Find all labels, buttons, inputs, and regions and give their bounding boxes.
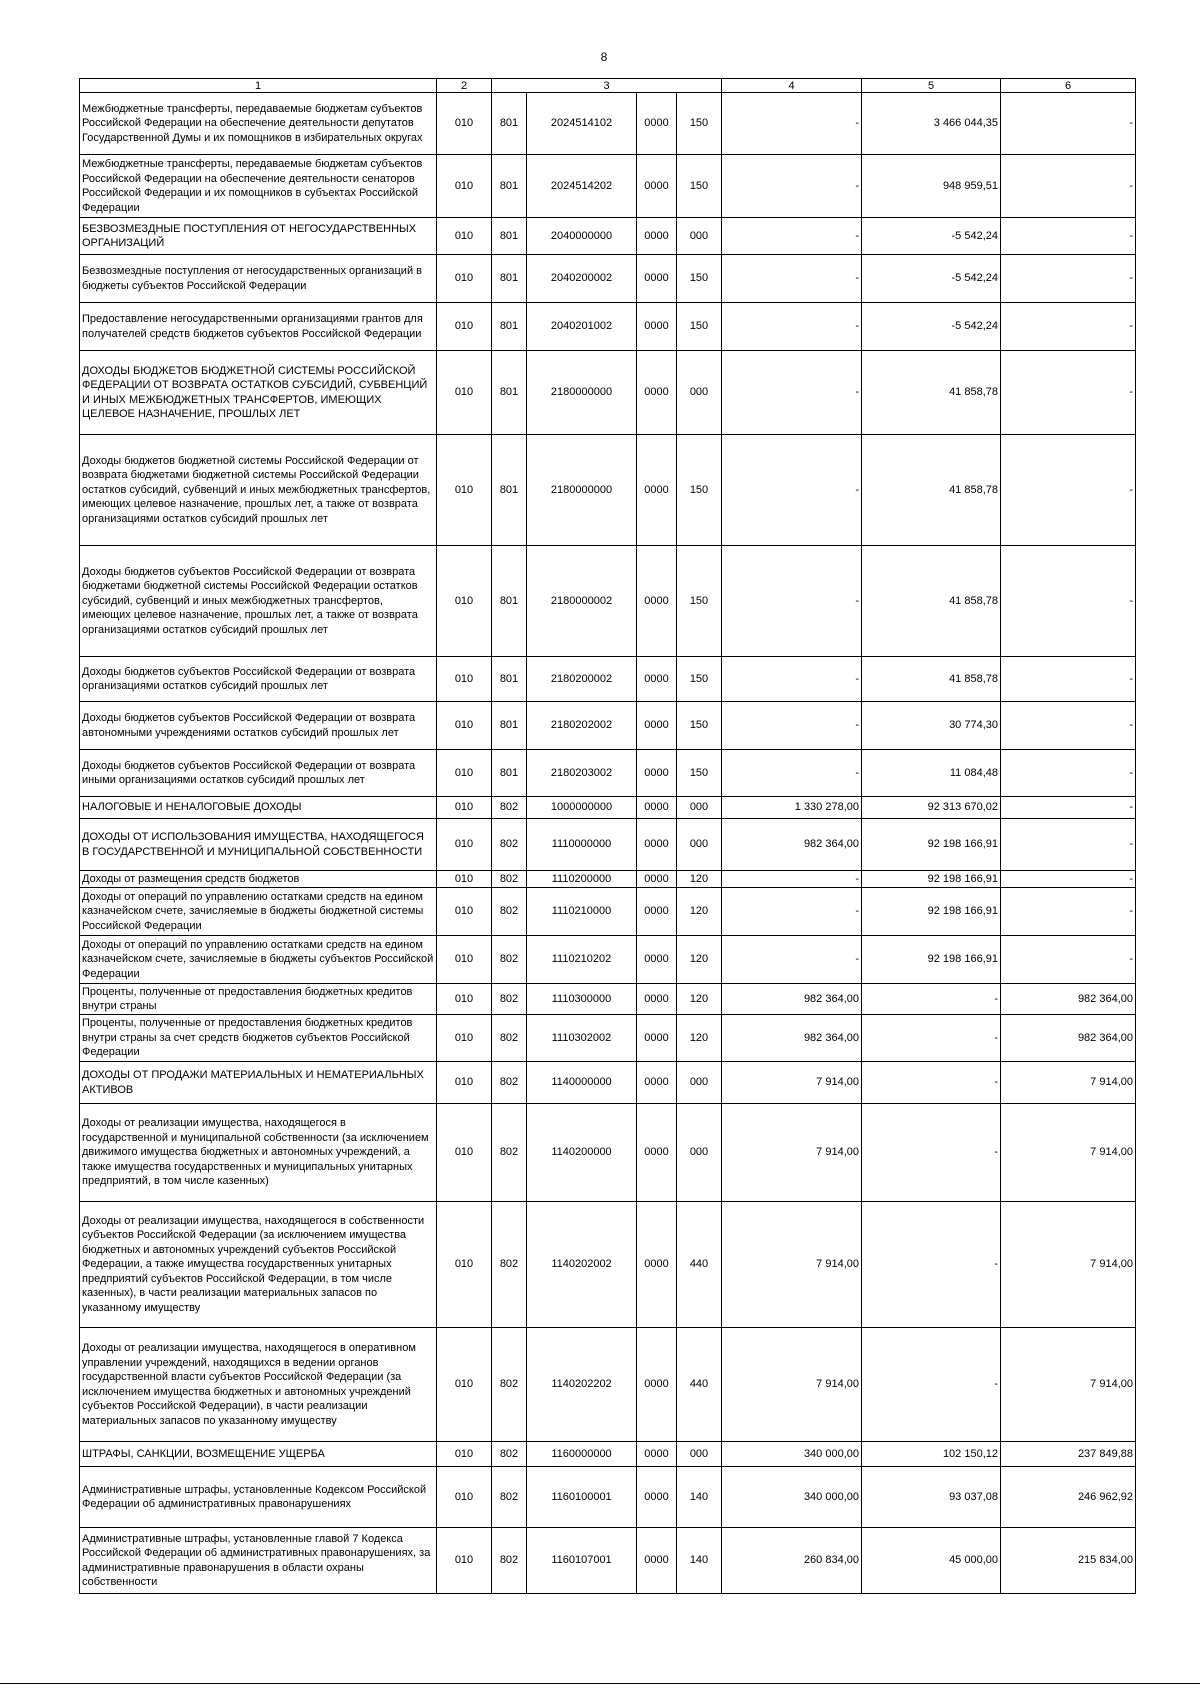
unexecuted-amount-cell: - [1001, 351, 1136, 435]
code-sub-cell: 0000 [637, 351, 677, 435]
unexecuted-amount-cell: 237 849,88 [1001, 1442, 1136, 1467]
row-name-cell: Доходы от реализации имущества, находящегося в государственной и муниципальной собственности (за исключением движимого имущества бюджетных и автономных учреждений, а также имущества государственных и муниципальных унитарных предприятий, в том числе казенных) [80, 1104, 437, 1202]
row-name-cell: Проценты, полученные от предоставления бюджетных кредитов внутри страны [80, 984, 437, 1015]
approved-amount-cell: - [722, 93, 862, 155]
approved-amount-cell: - [722, 255, 862, 303]
table-row [80, 750, 1136, 797]
approved-amount-cell: - [722, 351, 862, 435]
row-name-cell: Доходы от операций по управлению остатками средств на едином казначейском счете, зачисляемые в бюджеты субъектов Российской Федерации [80, 936, 437, 984]
approved-amount-cell: - [722, 657, 862, 702]
approved-amount-cell: 7 914,00 [722, 1062, 862, 1104]
unexecuted-amount-cell: - [1001, 819, 1136, 871]
executed-amount-cell: 92 198 166,91 [862, 888, 1001, 936]
code-main-cell: 1110300000 [527, 984, 637, 1015]
code-sub-cell: 0000 [637, 871, 677, 888]
approved-amount-cell: - [722, 888, 862, 936]
executed-amount-cell: -5 542,24 [862, 255, 1001, 303]
approved-amount-cell: - [722, 218, 862, 255]
code-kind-cell: 440 [677, 1202, 722, 1328]
row-name-cell: Административные штрафы, установленные Кодексом Российской Федерации об административных правонарушениях [80, 1467, 437, 1528]
table-row [80, 303, 1136, 351]
row-name-cell: Доходы бюджетов бюджетной системы Российской Федерации от возврата бюджетами бюджетной системы Российской Федерации остатков субсидий, субвенций и иных межбюджетных трансфертов, имеющих целевое назначение, прошлых лет, а также от возврата организациями остатков субсидий прошлых лет [80, 435, 437, 546]
code-sub-cell: 0000 [637, 750, 677, 797]
approved-amount-cell: - [722, 155, 862, 218]
row-name-cell: Безвозмездные поступления от негосударственных организаций в бюджеты субъектов Российской Федерации [80, 255, 437, 303]
code-kind-cell: 120 [677, 936, 722, 984]
executed-amount-cell: 102 150,12 [862, 1442, 1001, 1467]
code-admin-cell: 801 [492, 255, 527, 303]
row-name-cell: ДОХОДЫ ОТ ИСПОЛЬЗОВАНИЯ ИМУЩЕСТВА, НАХОДЯЩЕГОСЯ В ГОСУДАРСТВЕННОЙ И МУНИЦИПАЛЬНОЙ СОБСТВЕННОСТИ [80, 819, 437, 871]
code-sub-cell: 0000 [637, 1202, 677, 1328]
code-admin-cell: 802 [492, 1202, 527, 1328]
code-admin-cell: 801 [492, 218, 527, 255]
code-sub-cell: 0000 [637, 1015, 677, 1062]
approved-amount-cell: 1 330 278,00 [722, 797, 862, 819]
unexecuted-amount-cell: - [1001, 871, 1136, 888]
table-row [80, 1328, 1136, 1442]
code-sub-cell: 0000 [637, 702, 677, 750]
code-sub-cell: 0000 [637, 435, 677, 546]
code-main-cell: 2024514102 [527, 93, 637, 155]
table-row [80, 1202, 1136, 1328]
approved-amount-cell: - [722, 546, 862, 657]
table-row [80, 871, 1136, 888]
table-row [80, 1467, 1136, 1528]
executed-amount-cell: - [862, 1202, 1001, 1328]
row-name-cell: Предоставление негосударственными организациями грантов для получателей средств бюджетов субъектов Российской Федерации [80, 303, 437, 351]
code-kind-cell: 150 [677, 93, 722, 155]
table-row [80, 984, 1136, 1015]
unexecuted-amount-cell: - [1001, 218, 1136, 255]
code-sub-cell: 0000 [637, 1442, 677, 1467]
executed-amount-cell: -5 542,24 [862, 303, 1001, 351]
unexecuted-amount-cell: 7 914,00 [1001, 1062, 1136, 1104]
executed-amount-cell: 30 774,30 [862, 702, 1001, 750]
code-admin-cell: 801 [492, 435, 527, 546]
unexecuted-amount-cell: - [1001, 702, 1136, 750]
page-number: 8 [600, 50, 608, 64]
executed-amount-cell: 93 037,08 [862, 1467, 1001, 1528]
code-admin-cell: 802 [492, 1062, 527, 1104]
code-main-cell: 2024514202 [527, 155, 637, 218]
column-header: 3 [492, 79, 722, 93]
line-code-cell: 010 [437, 546, 492, 657]
code-main-cell: 2040201002 [527, 303, 637, 351]
table-row [80, 797, 1136, 819]
code-sub-cell: 0000 [637, 1062, 677, 1104]
code-admin-cell: 801 [492, 303, 527, 351]
code-main-cell: 1110302002 [527, 1015, 637, 1062]
unexecuted-amount-cell: - [1001, 155, 1136, 218]
code-admin-cell: 801 [492, 155, 527, 218]
executed-amount-cell: 41 858,78 [862, 546, 1001, 657]
code-admin-cell: 801 [492, 546, 527, 657]
column-header: 5 [862, 79, 1001, 93]
code-kind-cell: 000 [677, 351, 722, 435]
line-code-cell: 010 [437, 1062, 492, 1104]
approved-amount-cell: - [722, 871, 862, 888]
row-name-cell: Доходы бюджетов субъектов Российской Федерации от возврата автономными учреждениями остатков субсидий прошлых лет [80, 702, 437, 750]
table-row [80, 93, 1136, 155]
unexecuted-amount-cell: - [1001, 93, 1136, 155]
line-code-cell: 010 [437, 303, 492, 351]
code-sub-cell: 0000 [637, 1104, 677, 1202]
row-name-cell: ШТРАФЫ, САНКЦИИ, ВОЗМЕЩЕНИЕ УЩЕРБА [80, 1442, 437, 1467]
code-admin-cell: 802 [492, 819, 527, 871]
code-sub-cell: 0000 [637, 1328, 677, 1442]
code-sub-cell: 0000 [637, 657, 677, 702]
code-kind-cell: 140 [677, 1528, 722, 1594]
line-code-cell: 010 [437, 93, 492, 155]
line-code-cell: 010 [437, 750, 492, 797]
executed-amount-cell: 45 000,00 [862, 1528, 1001, 1594]
row-name-cell: БЕЗВОЗМЕЗДНЫЕ ПОСТУПЛЕНИЯ ОТ НЕГОСУДАРСТВЕННЫХ ОРГАНИЗАЦИЙ [80, 218, 437, 255]
code-sub-cell: 0000 [637, 1528, 677, 1594]
code-admin-cell: 802 [492, 984, 527, 1015]
unexecuted-amount-cell: 982 364,00 [1001, 984, 1136, 1015]
code-kind-cell: 000 [677, 819, 722, 871]
code-main-cell: 1110210000 [527, 888, 637, 936]
executed-amount-cell: - [862, 984, 1001, 1015]
code-admin-cell: 802 [492, 1467, 527, 1528]
code-kind-cell: 440 [677, 1328, 722, 1442]
row-name-cell: Доходы бюджетов субъектов Российской Федерации от возврата бюджетами бюджетной системы Российской Федерации остатков субсидий, субвенций и иных межбюджетных трансфертов, имеющих целевое назначение, прошлых лет, а также от возврата организациями остатков субсидий прошлых лет [80, 546, 437, 657]
code-main-cell: 1160000000 [527, 1442, 637, 1467]
executed-amount-cell: 41 858,78 [862, 435, 1001, 546]
table-row [80, 888, 1136, 936]
code-admin-cell: 802 [492, 1442, 527, 1467]
table-header-row [80, 79, 1136, 93]
code-main-cell: 2180000000 [527, 351, 637, 435]
code-sub-cell: 0000 [637, 218, 677, 255]
code-kind-cell: 120 [677, 1015, 722, 1062]
unexecuted-amount-cell: 215 834,00 [1001, 1528, 1136, 1594]
code-main-cell: 2040000000 [527, 218, 637, 255]
line-code-cell: 010 [437, 351, 492, 435]
unexecuted-amount-cell: 7 914,00 [1001, 1104, 1136, 1202]
table-row [80, 702, 1136, 750]
row-name-cell: ДОХОДЫ ОТ ПРОДАЖИ МАТЕРИАЛЬНЫХ И НЕМАТЕРИАЛЬНЫХ АКТИВОВ [80, 1062, 437, 1104]
line-code-cell: 010 [437, 218, 492, 255]
code-kind-cell: 150 [677, 303, 722, 351]
line-code-cell: 010 [437, 1467, 492, 1528]
executed-amount-cell: - [862, 1328, 1001, 1442]
line-code-cell: 010 [437, 1442, 492, 1467]
line-code-cell: 010 [437, 435, 492, 546]
code-main-cell: 1140200000 [527, 1104, 637, 1202]
approved-amount-cell: 7 914,00 [722, 1104, 862, 1202]
code-kind-cell: 150 [677, 657, 722, 702]
code-kind-cell: 150 [677, 155, 722, 218]
row-name-cell: Проценты, полученные от предоставления бюджетных кредитов внутри страны за счет средств бюджетов субъектов Российской Федерации [80, 1015, 437, 1062]
column-header: 4 [722, 79, 862, 93]
approved-amount-cell: 982 364,00 [722, 819, 862, 871]
code-kind-cell: 150 [677, 435, 722, 546]
table-row [80, 657, 1136, 702]
code-sub-cell: 0000 [637, 546, 677, 657]
table-row [80, 1528, 1136, 1594]
unexecuted-amount-cell: 7 914,00 [1001, 1328, 1136, 1442]
line-code-cell: 010 [437, 888, 492, 936]
table-row [80, 1104, 1136, 1202]
code-admin-cell: 802 [492, 1328, 527, 1442]
code-main-cell: 2180200002 [527, 657, 637, 702]
code-main-cell: 2180000002 [527, 546, 637, 657]
line-code-cell: 010 [437, 936, 492, 984]
code-main-cell: 1160107001 [527, 1528, 637, 1594]
code-admin-cell: 801 [492, 93, 527, 155]
unexecuted-amount-cell: - [1001, 936, 1136, 984]
row-name-cell: Административные штрафы, установленные главой 7 Кодекса Российской Федерации об административных правонарушениях, за административные правонарушения в области охраны собственности [80, 1528, 437, 1594]
code-kind-cell: 000 [677, 797, 722, 819]
table-row [80, 155, 1136, 218]
column-header: 2 [437, 79, 492, 93]
executed-amount-cell: 92 198 166,91 [862, 871, 1001, 888]
line-code-cell: 010 [437, 1015, 492, 1062]
code-main-cell: 2180000000 [527, 435, 637, 546]
row-name-cell: Доходы бюджетов субъектов Российской Федерации от возврата организациями остатков субсидий прошлых лет [80, 657, 437, 702]
code-admin-cell: 802 [492, 888, 527, 936]
row-name-cell: Доходы от реализации имущества, находящегося в собственности субъектов Российской Федерации (за исключением имущества бюджетных и автономных учреждений субъектов Российской Федерации, а также имущества государственных унитарных предприятий субъектов Российской Федерации, в том числе казенных), в части реализации материальных запасов по указанному имуществу [80, 1202, 437, 1328]
approved-amount-cell: 7 914,00 [722, 1328, 862, 1442]
unexecuted-amount-cell: - [1001, 750, 1136, 797]
code-admin-cell: 802 [492, 797, 527, 819]
code-sub-cell: 0000 [637, 797, 677, 819]
page-bottom-rule [0, 1683, 1200, 1684]
revenue-table [79, 78, 1136, 1594]
code-sub-cell: 0000 [637, 819, 677, 871]
code-kind-cell: 120 [677, 984, 722, 1015]
unexecuted-amount-cell: - [1001, 657, 1136, 702]
approved-amount-cell: 340 000,00 [722, 1467, 862, 1528]
code-kind-cell: 000 [677, 1104, 722, 1202]
unexecuted-amount-cell: - [1001, 546, 1136, 657]
code-admin-cell: 802 [492, 871, 527, 888]
code-admin-cell: 802 [492, 936, 527, 984]
line-code-cell: 010 [437, 819, 492, 871]
code-kind-cell: 150 [677, 255, 722, 303]
table-row [80, 255, 1136, 303]
table-row [80, 1442, 1136, 1467]
code-kind-cell: 120 [677, 871, 722, 888]
code-sub-cell: 0000 [637, 303, 677, 351]
executed-amount-cell: 948 959,51 [862, 155, 1001, 218]
approved-amount-cell: 982 364,00 [722, 1015, 862, 1062]
approved-amount-cell: 260 834,00 [722, 1528, 862, 1594]
unexecuted-amount-cell: 982 364,00 [1001, 1015, 1136, 1062]
unexecuted-amount-cell: - [1001, 435, 1136, 546]
code-admin-cell: 802 [492, 1528, 527, 1594]
row-name-cell: Доходы от операций по управлению остатками средств на едином казначейском счете, зачисляемые в бюджеты бюджетной системы Российской Федерации [80, 888, 437, 936]
row-name-cell: НАЛОГОВЫЕ И НЕНАЛОГОВЫЕ ДОХОДЫ [80, 797, 437, 819]
table-row [80, 351, 1136, 435]
table-row [80, 1015, 1136, 1062]
unexecuted-amount-cell: - [1001, 888, 1136, 936]
executed-amount-cell: 11 084,48 [862, 750, 1001, 797]
unexecuted-amount-cell: - [1001, 303, 1136, 351]
line-code-cell: 010 [437, 1202, 492, 1328]
line-code-cell: 010 [437, 1328, 492, 1442]
code-kind-cell: 000 [677, 1442, 722, 1467]
code-main-cell: 1110210202 [527, 936, 637, 984]
code-kind-cell: 150 [677, 546, 722, 657]
line-code-cell: 010 [437, 255, 492, 303]
line-code-cell: 010 [437, 702, 492, 750]
line-code-cell: 010 [437, 984, 492, 1015]
executed-amount-cell: - [862, 1015, 1001, 1062]
unexecuted-amount-cell: - [1001, 797, 1136, 819]
code-main-cell: 1140202002 [527, 1202, 637, 1328]
line-code-cell: 010 [437, 155, 492, 218]
code-admin-cell: 801 [492, 702, 527, 750]
executed-amount-cell: 92 313 670,02 [862, 797, 1001, 819]
code-main-cell: 2040200002 [527, 255, 637, 303]
code-kind-cell: 140 [677, 1467, 722, 1528]
executed-amount-cell: 41 858,78 [862, 657, 1001, 702]
code-admin-cell: 801 [492, 657, 527, 702]
approved-amount-cell: - [722, 435, 862, 546]
executed-amount-cell: 92 198 166,91 [862, 936, 1001, 984]
code-main-cell: 1110200000 [527, 871, 637, 888]
approved-amount-cell: - [722, 750, 862, 797]
code-admin-cell: 801 [492, 351, 527, 435]
code-main-cell: 1160100001 [527, 1467, 637, 1528]
code-admin-cell: 802 [492, 1104, 527, 1202]
code-sub-cell: 0000 [637, 936, 677, 984]
line-code-cell: 010 [437, 1528, 492, 1594]
row-name-cell: Доходы от реализации имущества, находящегося в оперативном управлении учреждений, находящихся в ведении органов государственной власти субъектов Российской Федерации (за исключением имущества бюджетных и автономных учреждений субъектов Российской Федерации), в части реализации материальных запасов по указанному имуществу [80, 1328, 437, 1442]
approved-amount-cell: - [722, 702, 862, 750]
executed-amount-cell: 92 198 166,91 [862, 819, 1001, 871]
column-header: 1 [80, 79, 437, 93]
code-kind-cell: 120 [677, 888, 722, 936]
column-header: 6 [1001, 79, 1136, 93]
approved-amount-cell: 340 000,00 [722, 1442, 862, 1467]
row-name-cell: Доходы от размещения средств бюджетов [80, 871, 437, 888]
code-kind-cell: 000 [677, 218, 722, 255]
executed-amount-cell: 3 466 044,35 [862, 93, 1001, 155]
line-code-cell: 010 [437, 1104, 492, 1202]
table-row [80, 435, 1136, 546]
unexecuted-amount-cell: 7 914,00 [1001, 1202, 1136, 1328]
executed-amount-cell: - [862, 1104, 1001, 1202]
code-main-cell: 1000000000 [527, 797, 637, 819]
line-code-cell: 010 [437, 657, 492, 702]
line-code-cell: 010 [437, 871, 492, 888]
code-sub-cell: 0000 [637, 888, 677, 936]
code-sub-cell: 0000 [637, 155, 677, 218]
approved-amount-cell: 982 364,00 [722, 984, 862, 1015]
table-row [80, 936, 1136, 984]
code-sub-cell: 0000 [637, 93, 677, 155]
code-main-cell: 1110000000 [527, 819, 637, 871]
executed-amount-cell: -5 542,24 [862, 218, 1001, 255]
unexecuted-amount-cell: 246 962,92 [1001, 1467, 1136, 1528]
code-kind-cell: 150 [677, 750, 722, 797]
row-name-cell: ДОХОДЫ БЮДЖЕТОВ БЮДЖЕТНОЙ СИСТЕМЫ РОССИЙСКОЙ ФЕДЕРАЦИИ ОТ ВОЗВРАТА ОСТАТКОВ СУБСИДИЙ, СУБВЕНЦИЙ И ИНЫХ МЕЖБЮДЖЕТНЫХ ТРАНСФЕРТОВ, ИМЕЮЩИХ ЦЕЛЕВОЕ НАЗНАЧЕНИЕ, ПРОШЛЫХ ЛЕТ [80, 351, 437, 435]
row-name-cell: Межбюджетные трансферты, передаваемые бюджетам субъектов Российской Федерации на обеспечение деятельности депутатов Государственной Думы и их помощников в избирательных округах [80, 93, 437, 155]
executed-amount-cell: - [862, 1062, 1001, 1104]
code-kind-cell: 000 [677, 1062, 722, 1104]
table-row [80, 819, 1136, 871]
code-kind-cell: 150 [677, 702, 722, 750]
code-admin-cell: 801 [492, 750, 527, 797]
table-row [80, 1062, 1136, 1104]
approved-amount-cell: - [722, 936, 862, 984]
code-sub-cell: 0000 [637, 255, 677, 303]
code-main-cell: 1140000000 [527, 1062, 637, 1104]
code-sub-cell: 0000 [637, 1467, 677, 1528]
table-row [80, 546, 1136, 657]
code-admin-cell: 802 [492, 1015, 527, 1062]
code-main-cell: 2180202002 [527, 702, 637, 750]
row-name-cell: Межбюджетные трансферты, передаваемые бюджетам субъектов Российской Федерации на обеспечение деятельности сенаторов Российской Федерации и их помощников в субъектах Российской Федерации [80, 155, 437, 218]
table-row [80, 218, 1136, 255]
unexecuted-amount-cell: - [1001, 255, 1136, 303]
approved-amount-cell: - [722, 303, 862, 351]
code-sub-cell: 0000 [637, 984, 677, 1015]
line-code-cell: 010 [437, 797, 492, 819]
executed-amount-cell: 41 858,78 [862, 351, 1001, 435]
approved-amount-cell: 7 914,00 [722, 1202, 862, 1328]
row-name-cell: Доходы бюджетов субъектов Российской Федерации от возврата иными организациями остатков субсидий прошлых лет [80, 750, 437, 797]
code-main-cell: 1140202202 [527, 1328, 637, 1442]
code-main-cell: 2180203002 [527, 750, 637, 797]
